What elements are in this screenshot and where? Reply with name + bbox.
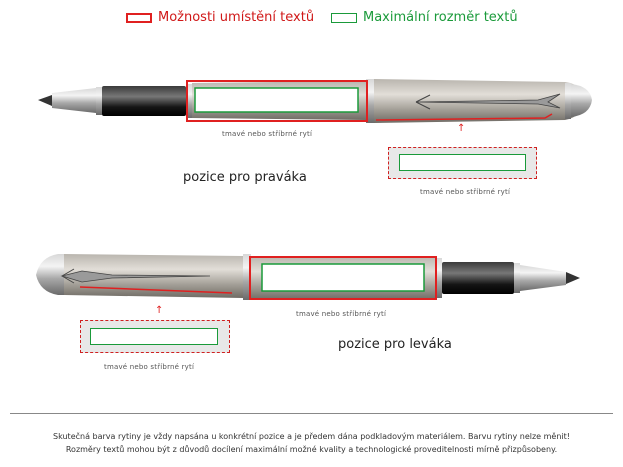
legend-placement <box>126 10 314 25</box>
legend-max-size <box>331 10 518 25</box>
right-barrel-note: tmavé nebo stříbrné rytí <box>222 130 313 138</box>
arrow-up-icon: ↑ <box>155 305 164 316</box>
footer-divider <box>10 413 613 414</box>
right-cap-note: tmavé nebo stříbrné rytí <box>420 188 511 196</box>
left-cap-max-box <box>90 328 218 345</box>
arrow-up-icon: ↑ <box>457 123 466 134</box>
left-barrel-note: tmavé nebo stříbrné rytí <box>296 310 387 318</box>
right-cap-max-box <box>399 154 526 171</box>
legend-placement-label: Možnosti umístění textů <box>158 10 315 25</box>
left-cap-note: tmavé nebo stříbrné rytí <box>104 363 195 371</box>
legend-red-box-icon <box>126 13 152 23</box>
left-cap-placement-box <box>80 320 230 353</box>
right-cap-placement-box <box>388 147 537 179</box>
pen-left-hand-image <box>0 245 623 315</box>
footer-line-2: Rozměry textů mohou být z důvodů docílení maximální možné kvality a technologické proveditelnosti mírně přizpůsobeny. <box>65 445 558 454</box>
left-hand-label: pozice pro leváka <box>338 337 452 352</box>
legend-max-size-label: Maximální rozměr textů <box>363 10 518 25</box>
footer-line-1: Skutečná barva rytiny je vždy napsána u konkrétní pozice a je předem dána podkladovým materiálem. Barvu rytiny nelze měnit! <box>53 432 570 441</box>
right-hand-label: pozice pro praváka <box>183 170 307 185</box>
legend-green-box-icon <box>331 13 357 23</box>
